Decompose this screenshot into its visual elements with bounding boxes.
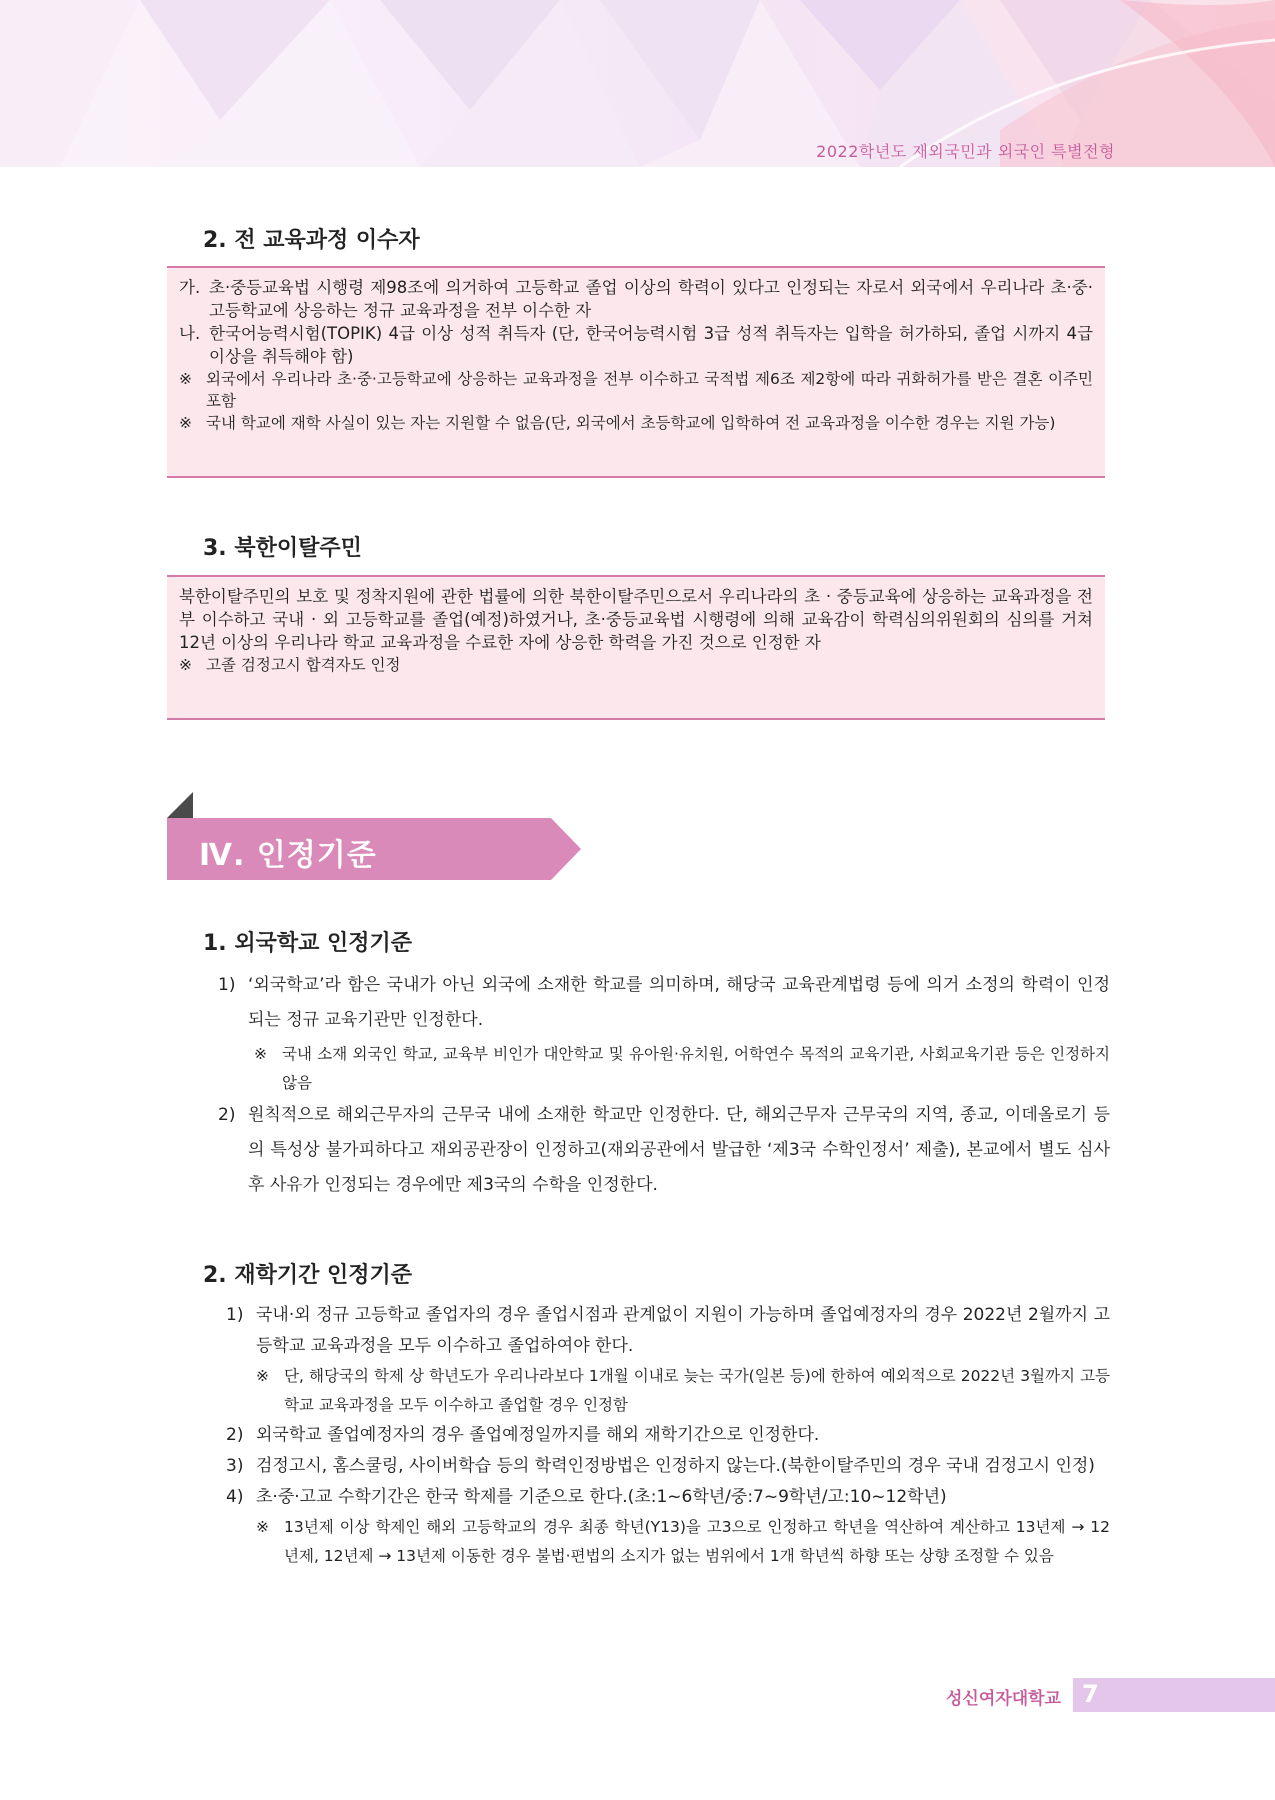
paragraph: 북한이탈주민의 보호 및 정착지원에 관한 법률에 의한 북한이탈주민으로서 우리나라의 초 · 중등교육에 상응하는 교육과정을 전부 이수하고 국내 · 외 고등학교를 졸업(예정)하였거나, 초·중등교육법 시행령에 의해 교육감이 학력심의위원회의 심의를 거쳐 12년 이상의 우리나라 학교 교육과정을 수료한 자에 상응한 학력을 가진 것으로 인정한 자 [179,587,1093,652]
info-box [167,575,1105,720]
section-heading: 3. 북한이탈주민 [203,536,362,561]
list-item-text: 외국학교 졸업예정자의 경우 졸업예정일까지를 해외 재학기간으로 인정한다. [256,1425,820,1445]
list-marker: 가. [179,278,201,297]
list-marker: 2) [218,1105,236,1125]
page-number: 7 [1082,1680,1099,1708]
list-item [179,322,1093,368]
note-text: 단, 해당국의 학제 상 학년도가 우리나라보다 1개월 이내로 늦는 국가(일본 등)에 한하여 예외적으로 2022년 3월까지 고등학교 교육과정을 모두 이수하고 졸업할 경우 인정함 [284,1367,1110,1414]
list-item-text: 검정고시, 홈스쿨링, 사이버학습 등의 학력인정방법은 인정하지 않는다.(북한이탈주민의 경우 국내 검정고시 인정) [256,1456,1095,1476]
list-item-text: 초·중·고교 수학기간은 한국 학제를 기준으로 한다.(초:1~6학년/중:7~9학년/고:10~12학년) [256,1487,947,1507]
section-heading: 1. 외국학교 인정기준 [203,931,412,956]
note-item [256,1362,1110,1420]
note-marker: ※ [179,370,192,388]
list-item [218,1098,1110,1203]
note-text: 고졸 검정고시 합격자도 인정 [206,656,401,674]
note-text: 13년제 이상 학제인 해외 고등학교의 경우 최종 학년(Y13)을 고3으로 인정하고 학년을 역산하여 계산하고 13년제 → 12년제, 12년제 → 13년제 이동한 경우 불법·편법의 소지가 없는 범위에서 1개 학년씩 하향 또는 상향 조정할 수 있음 [284,1518,1110,1565]
list-item-text: 원칙적으로 해외근무자의 근무국 내에 소재한 학교만 인정한다. 단, 해외근무자 근무국의 지역, 종교, 이데올로기 등의 특성상 불가피하다고 재외공관장이 인정하고(재외공관에서 발급한 ‘제3국 수학인정서’ 제출), 본교에서 별도 심사 후 사유가 인정되는 경우에만 제3국의 수학을 인정한다. [248,1105,1110,1195]
chapter-title: Ⅳ. 인정기준 [199,838,377,873]
list-marker: 3) [226,1456,244,1476]
chapter-corner-triangle [167,792,193,818]
note-item [179,412,1093,434]
note-item [254,1040,1110,1098]
note-marker: ※ [256,1367,269,1385]
criteria-list [226,1300,1110,1571]
section-heading: 2. 재학기간 인정기준 [203,1263,412,1288]
list-marker: 1) [226,1305,244,1325]
list-marker: 4) [226,1487,244,1507]
list-item [218,968,1110,1038]
footer-page-bar [1073,1678,1275,1712]
note-marker: ※ [254,1045,267,1063]
note-text: 외국에서 우리나라 초·중·고등학교에 상응하는 교육과정을 전부 이수하고 국적법 제6조 제2항에 따라 귀화허가를 받은 결혼 이주민 포함 [206,370,1093,410]
list-item-text: ‘외국학교’라 함은 국내가 아닌 외국에 소재한 학교를 의미하며, 해당국 교육관계법령 등에 의거 소정의 학력이 인정되는 정규 교육기관만 인정한다. [248,975,1110,1030]
list-marker: 나. [179,324,201,343]
list-item [226,1451,1110,1482]
list-item [226,1482,1110,1513]
note-item [256,1513,1110,1571]
list-marker: 1) [218,975,236,995]
note-marker: ※ [179,656,192,674]
list-item [226,1300,1110,1362]
note-item [179,368,1093,412]
list-item-text: 국내·외 정규 고등학교 졸업자의 경우 졸업시점과 관계없이 지원이 가능하며 졸업예정자의 경우 2022년 2월까지 고등학교 교육과정을 모두 이수하고 졸업하여야 한다. [256,1305,1110,1356]
running-header-title: 2022학년도 재외국민과 외국인 특별전형 [816,142,1115,161]
note-text: 국내 소재 외국인 학교, 교육부 비인가 대안학교 및 유아원·유치원, 어학연수 목적의 교육기관, 사회교육기관 등은 인정하지 않음 [282,1045,1110,1092]
note-text: 국내 학교에 재학 사실이 있는 자는 지원할 수 없음(단, 외국에서 초등학교에 입학하여 전 교육과정을 이수한 경우는 지원 가능) [206,414,1056,432]
footer-university-name: 성신여자대학교 [946,1689,1061,1709]
note-marker: ※ [179,414,192,432]
note-item [179,654,1093,676]
list-item-text: 초·중등교육법 시행령 제98조에 의거하여 고등학교 졸업 이상의 학력이 있다고 인정되는 자로서 외국에서 우리나라 초·중·고등학교에 상응하는 정규 교육과정을 전부 이수한 자 [209,278,1093,320]
list-item [179,276,1093,322]
list-item-text: 한국어능력시험(TOPIK) 4급 이상 성적 취득자 (단, 한국어능력시험 3급 성적 취득자는 입학을 허가하되, 졸업 시까지 4급 이상을 취득해야 함) [209,324,1093,366]
list-item [226,1420,1110,1451]
list-marker: 2) [226,1425,244,1445]
info-box [167,266,1105,478]
section-heading: 2. 전 교육과정 이수자 [203,228,420,253]
note-marker: ※ [256,1518,269,1536]
criteria-list [218,968,1110,1203]
